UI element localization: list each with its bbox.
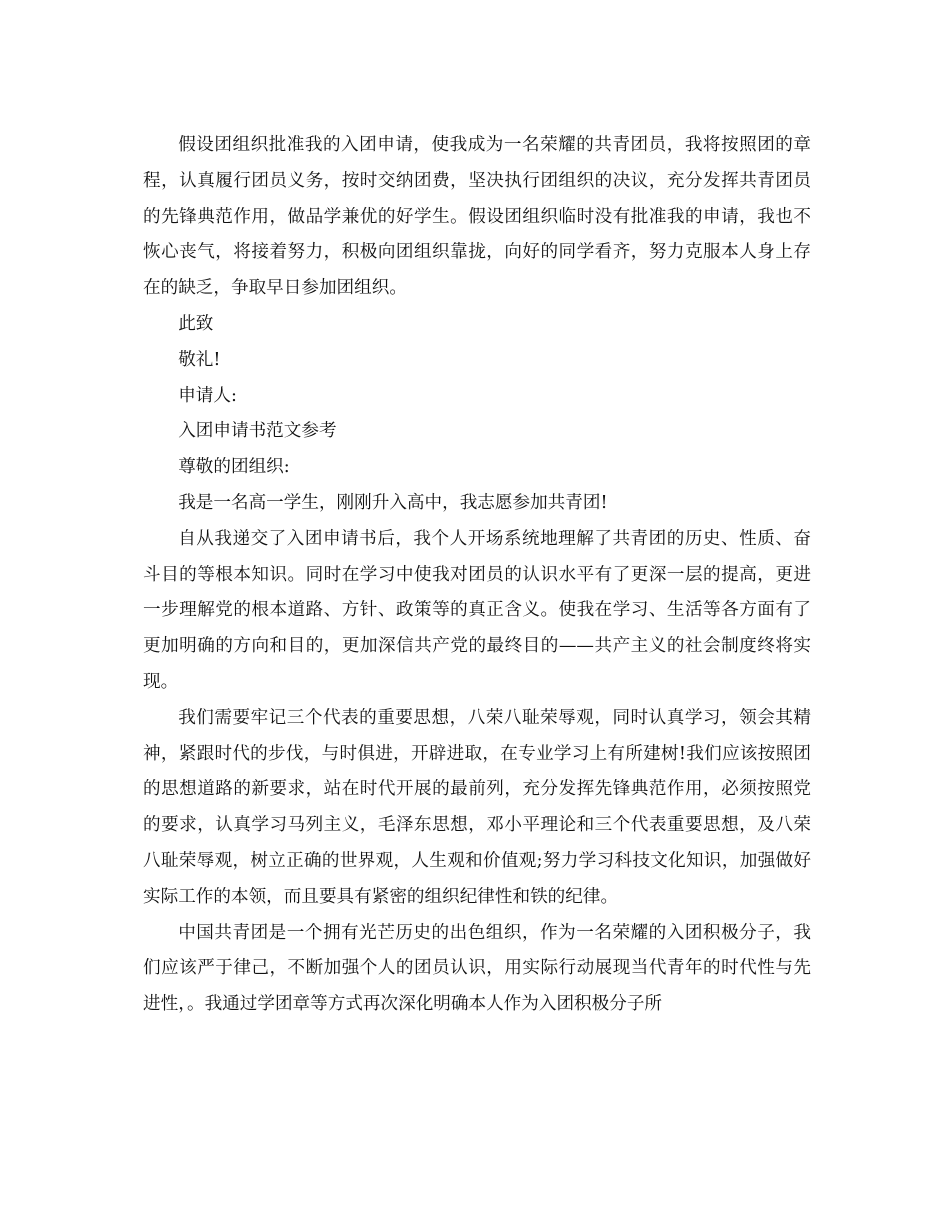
greeting: 尊敬的团组织: — [178, 457, 290, 478]
section-heading: 入团申请书范文参考 — [178, 421, 337, 442]
paragraph-study: 我们需要牢记三个代表的重要思想，八荣八耻荣辱观，同时认真学习，领会其精神，紧跟时代的步伐，与时俱进，开辟进取，在专业学习上有所建树!我们应该按照团的思想道路的新要求，站在时代开展的最前列，充分发挥先锋典范作用，必须按照党的要求，认真学习马列主义，毛泽东思想，邓小平理论和三个代表重要思想，及八荣八耻荣辱观，树立正确的世界观，人生观和价值观;努力学习科技文化知识，加强做好实际工作的本领，而且要具有紧密的组织纪律性和铁的纪律。 — [143, 707, 811, 907]
document-body — [143, 128, 811, 1023]
paragraph-understanding: 自从我递交了入团申请书后，我个人开场系统地理解了共青团的历史、性质、奋斗目的等根本知识。同时在学习中使我对团员的认识水平有了更深一层的提高，更进一步理解党的根本道路、方针、政策等的真正含义。使我在学习、生活等各方面有了更加明确的方向和目的，更加深信共产党的最终目的——共产主义的社会制度终将实现。 — [143, 528, 811, 692]
paragraph-league: 中国共青团是一个拥有光芒历史的出色组织，作为一名荣耀的入团积极分子，我们应该严于律己，不断加强个人的团员认识，用实际行动展现当代青年的时代性与先进性，。我通过学团章等方式再次深化明确本人作为入团积极分子所 — [143, 922, 811, 1015]
applicant-signature: 申请人: — [178, 385, 237, 406]
closing-regards: 敬礼! — [178, 349, 221, 370]
paragraph-intro: 我是一名高一学生，刚刚升入高中，我志愿参加共青团! — [178, 492, 608, 513]
closing-salutation: 此致 — [178, 313, 214, 334]
paragraph-commitment: 假设团组织批准我的入团申请，使我成为一名荣耀的共青团员，我将按照团的章程，认真履行团员义务，按时交纳团费，坚决执行团组织的决议，充分发挥共青团员的先锋典范作用，做品学兼优的好学生。假设团组织临时没有批准我的申请，我也不恢心丧气，将接着努力，积极向团组织靠拢，向好的同学看齐，努力克服本人身上存在的缺乏，争取早日参加团组织。 — [143, 135, 811, 299]
